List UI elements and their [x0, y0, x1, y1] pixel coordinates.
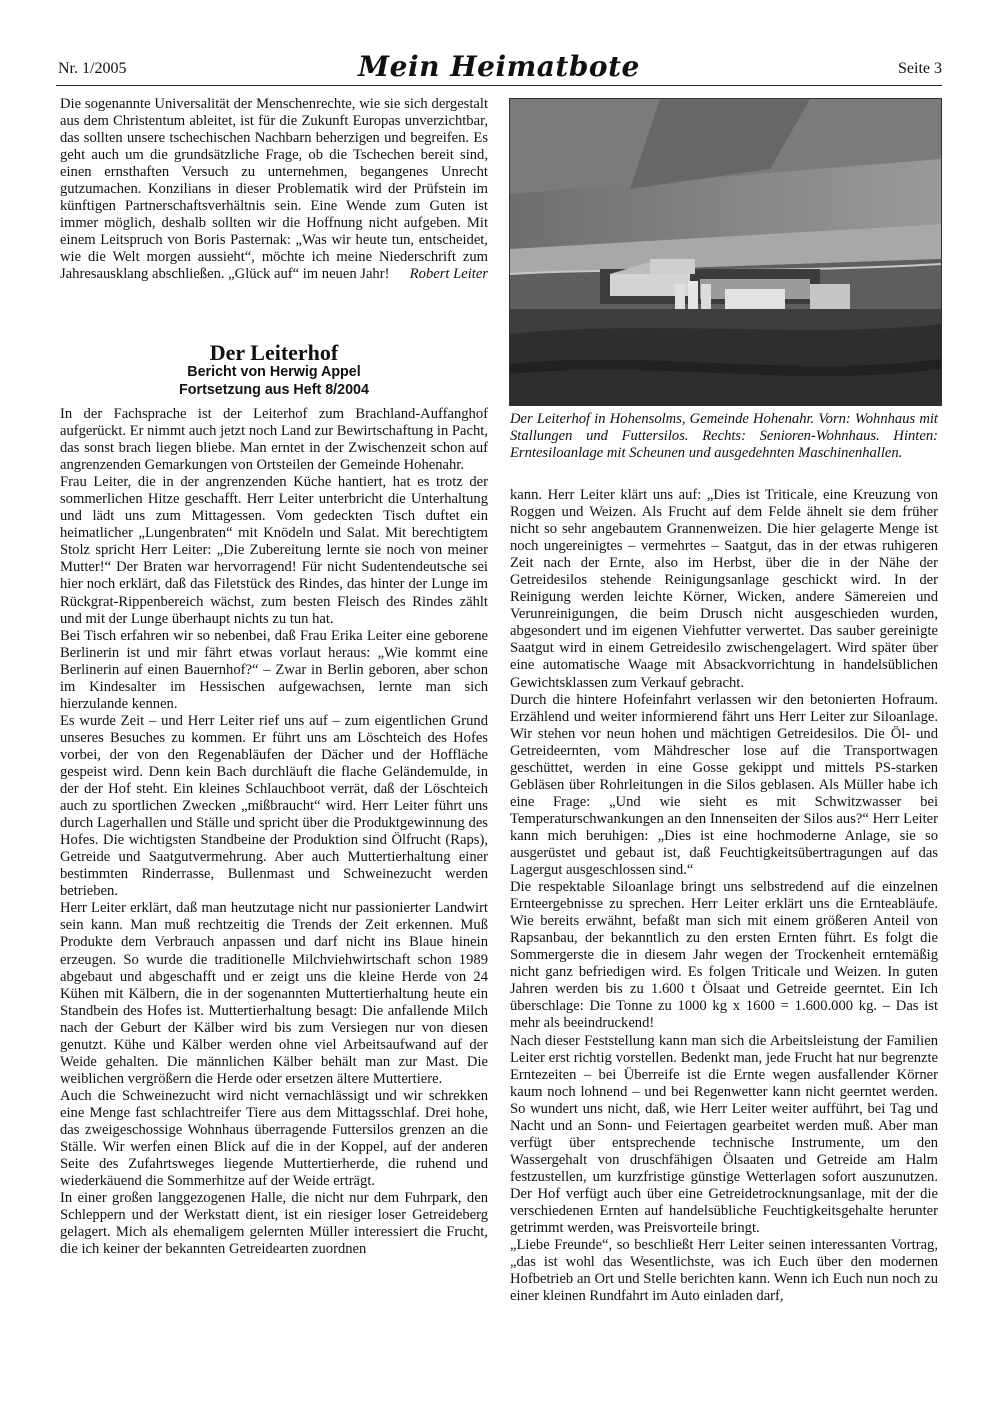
article-paragraph: Frau Leiter, die in der angrenzenden Küche hantiert, hat es trotz der sommerlichen Hitze geschafft. Herr Leiter unterbricht die Unterhaltung und lädt uns zum Mittagessen. Vom gedeckten Tisch duftet ein heimatlicher „Lungenbraten“ mit Knödeln und Salat. Mit berechtigtem Stolz spricht Herr Leiter: „Die Zubereitung lernte sie noch von meiner Mutter!“ Der Braten war hervorragend! Für nicht Sudentendeutsche sei hier noch erklärt, daß das Filetstück des Rindes, das hinter der Lunge im Rückgrat-Rippenbereich wächst, zum besten Fleisch des Rindes zählt und mit der Lunge überhaupt nichts zu tun hat. [60, 474, 488, 627]
farm-photo-illustration [510, 99, 941, 405]
article-paragraph: Es wurde Zeit – und Herr Leiter rief uns auf – zum eigentlichen Grund unseres Besuches zu kommen. Er führt uns am Löschteich des Hofes vorbei, der von den Regenabläufen der Dächer und der Hoffläche gespeist wird. Denn kein Bach durchläuft die flache Geländemulde, in der der Hof steht. Ein kleines Schlauchboot verrät, daß der Löschteich auch zu sportlichen Zwecken „mißbraucht“ wird. Herr Leiter führt uns durch Lagerhallen und Ställe und spricht über die Produktgewinnung des Hofes. Die wichtigsten Standbeine der Produktion sind Ölfrucht (Raps), Getreide und Saatgutvermehrung. Aber auch Muttertierhaltung einer bestimmten Rinderrasse, Bullenmast und Schweinezucht werden betrieben. [60, 712, 488, 900]
article-paragraph: „Liebe Freunde“, so beschließt Herr Leiter seinen interessanten Vortrag, „das ist wohl das Wesentlichste, was ich Euch über den modernen Hofbetrieb an Ort und Stelle berichten kann. Wenn ich Euch nun noch zu einer kleinen Rundfahrt im Auto einladen darf, [510, 1237, 938, 1305]
masthead-title: Mein Heimatbote [358, 50, 640, 83]
intro-signature: Robert Leiter [409, 266, 488, 283]
issue-number: Nr. 1/2005 [58, 60, 127, 77]
page-number: Seite 3 [898, 60, 942, 77]
article-left-column [60, 406, 488, 1258]
article-paragraph: Durch die hintere Hofeinfahrt verlassen wir den betonierten Hofraum. Erzählend und weiter informierend fährt uns Herr Leiter zur Siloanlage. Wir stehen vor neun hohen und mächtigen Getreidesilos. Die Öl- und Getreideernten, vom Mähdrescher lose auf die Transportwagen geschüttet, werden in eine Gosse gekippt und mittels PS-starken Gebläsen über Rohrleitungen in die Silos geblasen. Als Müller habe ich eine Frage: „Und wie sieht es mit Schwitzwasser bei Temperaturschwankungen an den Innenseiten der Silos aus?“ Herr Leiter kann mich beruhigen: „Dies ist eine hochmoderne Anlage, sie so ausgerüstet und gebaut ist, daß Feuchtigkeitsübertragungen auf das Lagergut ausgeschlossen sind.“ [510, 691, 938, 879]
article-subtitle [60, 364, 488, 399]
intro-paragraph [60, 96, 488, 284]
article-paragraph: Bei Tisch erfahren wir so nebenbei, daß Frau Erika Leiter eine geborene Berlinerin ist und mir fährt etwas vorlaut heraus: „Wie kommt eine Berlinerin auf einen Bauernhof?“ – Zwar in Berlin geboren, aber schon im Kindesalter im Hessischen aufgewachsen, lernte man sich hierzulande kennen. [60, 627, 488, 712]
header-rule [56, 85, 942, 86]
article-paragraph: Herr Leiter erklärt, daß man heutzutage nicht nur passionierter Landwirt sein kann. Man muß rechtzeitig die Trends der Zeit erkennen. Muß Produkte dem Verbrauch anpassen und darf nicht ins Blaue hinein erzeugen. So wurde die traditionelle Milchviehwirtschaft schon 1989 abgebaut und abgeschafft und er zeigt uns die kleine Herde von 24 Kühen mit Kälbern, die in der sogenannten Muttertierhaltung heute ein Standbein des Hofes ist. Muttertierhaltung besagt: Die anfallende Milch nach der Geburt der Kälber wird bis zum Versiegen nur von diesen genutzt. Kühe und Kälber werden ohne viel Arbeitsaufwand auf der Weide gehalten. Die männlichen Kälber behält man zur Mast. Die weiblichen vergrößern die Herde oder ersetzen ältere Muttertiere. [60, 900, 488, 1087]
intro-column [60, 96, 488, 284]
article-paragraph: Die respektable Siloanlage bringt uns selbstredend auf die einzelnen Ernteergebnisse zu sprechen. Herr Leiter erklärt uns die Ernteabläufe. Wie bereits erwähnt, befaßt man sich mit einem größeren Anteil von Rapsanbau, der bekanntlich zu den ersten Ernten führt. Es folgt die Sommergerste die in diesem Jahr wegen der Trockenheit erntemäßig nicht ganz befriedigen wird. Es folgen Triticale und Weizen. In guten Jahren werden bis zu 1.600 t Ölsaat und Getreide geerntet. Ein Ich überschlage: Die Tonne zu 1000 kg x 1600 = 1.600.000 kg. – Das ist mehr als beeindruckend! [510, 879, 938, 1032]
article-paragraph: Auch die Schweinezucht wird nicht vernachlässigt und wir schrekken eine Menge fast schlachtreifer Tiere aus dem Mittagsschlaf. Drei hohe, das zweigeschossige Wohnhaus überragende Futtersilos grenzen an die Ställe. Wir werfen einen Blick auf die in der Koppel, auf der anderen Seite des Zufahrtsweges liegende Muttertierherde, die ruhend und wiederkäuend die Sommerhitze auf der Weide erträgt. [60, 1087, 488, 1190]
article-paragraph: Nach dieser Feststellung kann man sich die Arbeitsleistung der Familien Leiter erst richtig vorstellen. Bedenkt man, jede Frucht hat nur begrenzte Erntezeiten – bei Überreife ist die Ernte wegen ausfallender Körner kaum noch lohnend – und bei Regenwetter kann nicht geerntet werden. So wundert uns nicht, daß, wie Herr Leiter weiter aufführt, bei Tag und Nacht und an Sonn- und Feiertagen gearbeitet werden muß. Aber man verfügt über entsprechende technische Instrumente, um den Wassergehalt von druschfähigen Ölsaaten und Getreide am Halm festzustellen, um kurzfristige günstige Wetterlagen sofort auszunutzen. Der Hof verfügt auch über eine Getreidetrocknungsanlage, mit der die verschiedenen Ernten auf handelsübliche Feuchtigkeitsgehalte herunter getrimmt werden, was Preisvorteile bringt. [510, 1032, 938, 1237]
intro-text: Die sogenannte Universalität der Menschenrechte, wie sie sich dergestalt aus dem Christentum ableitet, ist für die Zukunft Europas unverzichtbar, das sollten unsere tschechischen Nachbarn beherzigen und begreifen. Es geht auch um die grundsätzliche Frage, ob die Tschechen bereit sind, einen ernsthaften Versuch zu unternehmen, begangenes Unrecht gutzumachen. Konzilians in dieser Problematik wird der Prüfstein im künftigen Partnerschaftsverhältnis sein. Eine Wende zum Guten ist immer möglich, deshalb sollten wir die Hoffnung nicht aufgeben. Mit einem Leitspruch von Boris Pasternak: „Was wir heute tun, entscheidet, wie die Welt morgen aussieht“, möchte ich meine Niederschrift zum Jahresausklang abschließen. „Glück auf“ im neuen Jahr! [60, 96, 488, 283]
article-right-column [510, 487, 938, 1305]
page-header [56, 50, 942, 86]
article-author-line: Bericht von Herwig Appel [187, 364, 361, 380]
farm-aerial-photo [509, 98, 942, 406]
article-title: Der Leiterhof [209, 340, 339, 365]
article-paragraph: kann. Herr Leiter klärt uns auf: „Dies ist Triticale, eine Kreuzung von Roggen und Weizen. Als Frucht auf dem Felde ähnelt sie dem früher nicht so sehr angebautem Grannenweizen. Die hier gelagerte Menge ist noch ungereinigtes – vermehrtes – Saatgut, das in der etwas ruhigeren Zeit nach der Ernte, also im Herbst, über die in der Nähe der Getreidesilos stehende Reinigungsanlage geschickt wird. In der Reinigung werden leichte Körner, Wicken, andere Sämereien und Verunreinigungen, die beim Drusch nicht ausgeschieden wurden, abgesondert und im eigenen Viehfutter verwertet. Das sauber gereinigte Saatgut wird in einem Getreidesilo zwischengelagert. Wird später über eine automatische Waage mit Absackvorrichtung in handelsüblichen Gewichtsklassen zum Verkauf gebracht. [510, 487, 938, 691]
article-paragraph: In einer großen langgezogenen Halle, die nicht nur dem Fuhrpark, den Schleppern und der Werkstatt dient, ist ein riesiger loser Getreideberg gelagert. Mich als ehemaligem gelernten Müller interessiert die Frucht, die ich keiner der bekannten Getreidearten zuordnen [60, 1190, 488, 1258]
article-paragraph: In der Fachsprache ist der Leiterhof zum Brachland-Auffanghof aufgerückt. Er nimmt auch jetzt noch Land zur Bewirtschaftung in Pacht, das sonst brach liegen bliebe. Man erntet in der Zwischenzeit schon auf angrenzenden Gemarkungen von Ortsteilen der Gemeinde Hohenahr. [60, 406, 488, 474]
article-continuation-line: Fortsetzung aus Heft 8/2004 [179, 381, 369, 398]
photo-caption: Der Leiterhof in Hohensolms, Gemeinde Hohenahr. Vorn: Wohnhaus mit Stallungen und Futtersilos. Rechts: Senioren-Wohnhaus. Hinten: Erntesiloanlage mit Scheunen und ausgedehnten Maschinenhallen. [510, 411, 938, 462]
